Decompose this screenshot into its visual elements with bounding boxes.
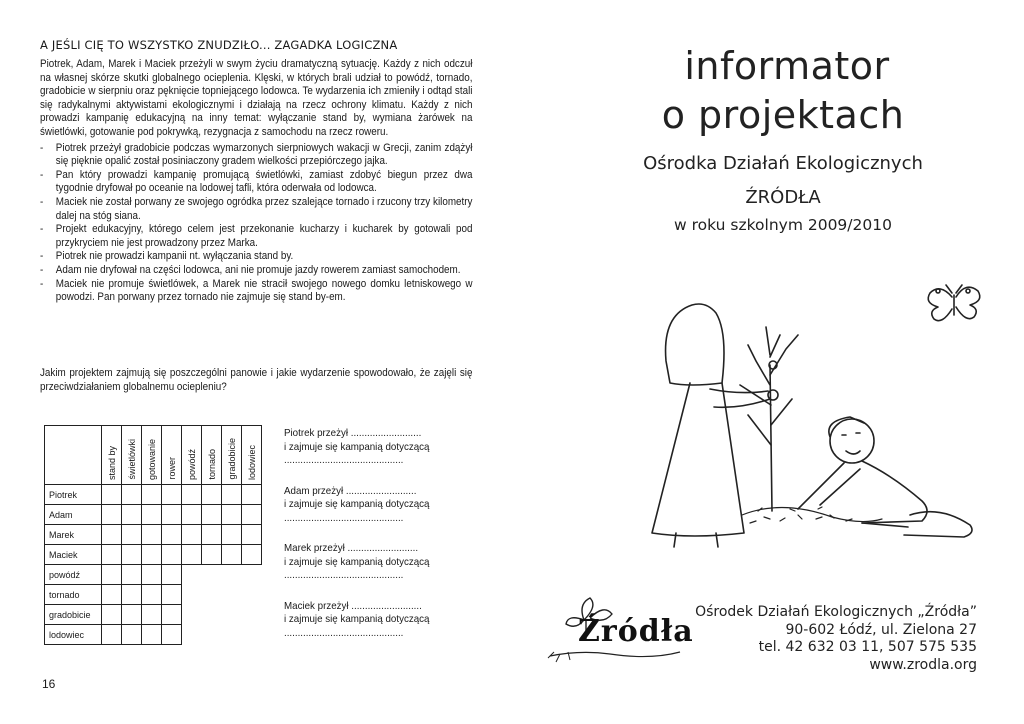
cover-title-line1: informator [684, 44, 890, 88]
answer-line[interactable]: Piotrek przeżył .......................... [284, 427, 422, 439]
grid-row-label: Adam [45, 505, 102, 525]
grid-cell[interactable] [222, 545, 242, 565]
grid-row [45, 485, 262, 505]
grid-cell[interactable] [162, 565, 182, 585]
grid-cell[interactable] [242, 505, 262, 525]
grid-cell[interactable] [102, 505, 122, 525]
grid-header-row [45, 426, 262, 485]
grid-cell[interactable] [162, 605, 182, 625]
grid-cell[interactable] [102, 585, 122, 605]
grid-cell[interactable] [102, 545, 122, 565]
grid-row-label: gradobicie [45, 605, 102, 625]
grid-cell[interactable] [162, 625, 182, 645]
grid-col-label: stand by [106, 445, 117, 480]
grid-cell[interactable] [142, 545, 162, 565]
answer-block-maciek [284, 600, 461, 641]
grid-row [45, 565, 262, 585]
grid-cell[interactable] [242, 525, 262, 545]
grid-row-label: Marek [45, 525, 102, 545]
grid-col-label: gradobicie [226, 438, 237, 480]
answer-line[interactable]: ............................................ [284, 454, 404, 466]
grid-col-header [162, 426, 182, 485]
grid-row-label: lodowiec [45, 625, 102, 645]
grid-cell[interactable] [182, 505, 202, 525]
grid-cell[interactable] [142, 605, 162, 625]
grid-cell[interactable] [222, 505, 242, 525]
clue-item: - Adam nie dryfował na części lodowca, ani nie promuje jazdy rowerem zamiast samochodem. [40, 264, 472, 278]
grid-row [45, 505, 262, 525]
grid-cell[interactable] [102, 625, 122, 645]
grid-cell[interactable] [122, 605, 142, 625]
answer-line[interactable]: ............................................ [284, 569, 404, 581]
answer-line[interactable]: Adam przeżył .......................... [284, 484, 417, 497]
grid-cell[interactable] [242, 545, 262, 565]
answer-line[interactable]: ............................................ [284, 511, 404, 524]
grid-cell[interactable] [142, 485, 162, 505]
grid-row [45, 605, 262, 625]
clue-item: - Piotrek przeżył gradobicie podczas wymarzonych sierpniowych wakacji w Grecji, zanim zdążył się pięknie opalić został posiniaczony gradem wielkości przepiórczego jajka. [40, 142, 472, 169]
grid-cell[interactable] [162, 485, 182, 505]
grid-row-label: tornado [45, 585, 102, 605]
grid-col-label: lodowiec [246, 444, 257, 480]
clue-item: - Projekt edukacyjny, którego celem jest przekonanie kucharzy i kucharek by gotowali pod przykryciem nie jest prowadzony przez Marka. [40, 223, 472, 250]
grid-cell[interactable] [202, 525, 222, 545]
grid-cell[interactable] [102, 485, 122, 505]
grid-col-label: gotowanie [146, 438, 157, 480]
grid-cell[interactable] [142, 505, 162, 525]
grid-cell[interactable] [162, 585, 182, 605]
grid-row [45, 585, 262, 605]
footer-web[interactable]: www.zrodla.org [869, 656, 977, 673]
answer-line[interactable]: Maciek przeżył .......................... [284, 599, 422, 612]
grid-cell[interactable] [162, 505, 182, 525]
tree-planting-illustration [630, 265, 1000, 555]
grid-cell[interactable] [102, 565, 122, 585]
answer-line: i zajmuje się kampanią dotyczącą [284, 498, 430, 510]
grid-cell[interactable] [222, 485, 242, 505]
answer-line: i zajmuje się kampanią dotyczącą [284, 555, 430, 568]
puzzle-question: Jakim projektem zajmują się poszczególni panowie i jakie wydarzenie spowodowało, że zajęli się przeciwdziałaniem globalnemu ociepleniu? [40, 367, 473, 393]
grid-cell[interactable] [182, 545, 202, 565]
grid-cell[interactable] [142, 585, 162, 605]
sapling-icon [740, 327, 798, 511]
cover-title-line2: o projektach [661, 93, 905, 137]
cover-subtitle-line3: w roku szkolnym 2009/2010 [674, 216, 892, 234]
grid-cell[interactable] [202, 545, 222, 565]
grid-cell[interactable] [102, 525, 122, 545]
grid-col-header [102, 426, 122, 485]
answer-line: i zajmuje się kampanią dotyczącą [284, 613, 430, 625]
grid-cell[interactable] [222, 525, 242, 545]
clue-list [40, 142, 472, 305]
clue-item: - Maciek nie promuje świetlówek, a Marek nie stracił swojego nowego domku letniskowego w powodzi. Pan porwany przez tornado nie zajmuje się stand by-em. [40, 278, 472, 305]
grid-cell[interactable] [122, 525, 142, 545]
grid-col-label: rower [166, 457, 177, 480]
answer-section [284, 427, 474, 657]
clue-item: - Pan który prowadzi kampanię promującą świetlówki, zamiast zdobyć biegun przez dwa tygodnie dryfował po oceanie na lodowej tafli, która oderwała od lodowca. [40, 169, 472, 196]
grid-cell[interactable] [242, 485, 262, 505]
cover-subtitle-line1: Ośrodka Działań Ekologicznych [643, 153, 923, 174]
answer-line[interactable]: ............................................ [284, 626, 404, 639]
page-number: 16 [42, 677, 56, 691]
grid-col-header [142, 426, 162, 485]
left-page [40, 38, 472, 305]
clue-item: - Piotrek nie prowadzi kampanii nt. wyłączania stand by. [40, 250, 472, 264]
footer-address: 90-602 Łódź, ul. Zielona 27 [785, 621, 977, 638]
grid-row-label: Maciek [45, 545, 102, 565]
clue-item: - Maciek nie został porwany ze swojego ogródka przez szalejące tornado i rzucony trzy kilometry dalej na stóg siana. [40, 196, 472, 223]
answer-line: i zajmuje się kampanią dotyczącą [284, 440, 430, 453]
grid-col-header [222, 426, 242, 485]
grid-col-header [182, 426, 202, 485]
grid-col-header [122, 426, 142, 485]
grid-cell[interactable] [202, 485, 222, 505]
logic-grid [44, 425, 262, 645]
grid-cell[interactable] [142, 565, 162, 585]
grid-cell[interactable] [122, 545, 142, 565]
grid-row-label: powódź [45, 565, 102, 585]
answer-block-adam [284, 485, 461, 526]
puzzle-heading: A JEŚLI CIĘ TO WSZYSTKO ZNUDZIŁO... ZAGADKA LOGICZNA [40, 38, 398, 52]
answer-line[interactable]: Marek przeżył .......................... [284, 542, 419, 554]
grid-cell[interactable] [122, 565, 142, 585]
grid-cell[interactable] [162, 545, 182, 565]
answer-block-piotrek [284, 427, 461, 468]
logo-text: Źródła [578, 614, 694, 649]
grid-cell[interactable] [142, 625, 162, 645]
grid-cell[interactable] [142, 525, 162, 545]
grid-row [45, 545, 262, 565]
grid-corner [45, 426, 102, 485]
answer-block-marek [284, 542, 461, 583]
cover-subtitle-line2: ŹRÓDŁA [745, 187, 821, 208]
grid-cell[interactable] [122, 485, 142, 505]
grid-cell[interactable] [182, 525, 202, 545]
grid-col-label: powódź [186, 448, 197, 480]
grid-cell[interactable] [202, 505, 222, 525]
butterfly-icon [928, 285, 980, 321]
grid-col-header [242, 426, 262, 485]
grid-col-header [202, 426, 222, 485]
right-page [530, 0, 1024, 724]
grid-cell[interactable] [102, 605, 122, 625]
grid-cell[interactable] [122, 625, 142, 645]
grid-col-label: tornado [206, 449, 217, 480]
grid-row-label: Piotrek [45, 485, 102, 505]
soil-pile [742, 507, 882, 523]
footer-phone: tel. 42 632 03 11, 507 575 535 [758, 639, 977, 655]
boy-figure [798, 417, 972, 537]
grid-cell[interactable] [122, 585, 142, 605]
grid-cell[interactable] [122, 505, 142, 525]
grid-cell[interactable] [182, 485, 202, 505]
contact-footer [695, 604, 977, 674]
grid-col-label: świetlówki [126, 439, 137, 480]
puzzle-intro: Piotrek, Adam, Marek i Maciek przeżyli w swym życiu dramatyczną sytuację. Każdy z nich odczuł na własnej skórze skutki globalnego ocieplenia. Klęski, w których brali udział to powódź, tornado, gradobicie w sierpniu oraz pęknięcie topniejącego lodowca. Te wydarzenia ich zmieniły i odtąd stali się radykalnymi aktywistami ekologicznymi i działają na rzecz ochrony klimatu. Każdy z nich prowadzi kampanię edukacyjną na inny temat: wyłączanie stand by, wymiana żarówek na świetlówki, gotowanie pod pokrywką, rezygnacja z samochodu na rzecz roweru. [40, 58, 473, 138]
grid-cell[interactable] [162, 525, 182, 545]
grid-row [45, 525, 262, 545]
grid-row [45, 625, 262, 645]
footer-org: Ośrodek Działań Ekologicznych „Źródła” [695, 604, 977, 620]
